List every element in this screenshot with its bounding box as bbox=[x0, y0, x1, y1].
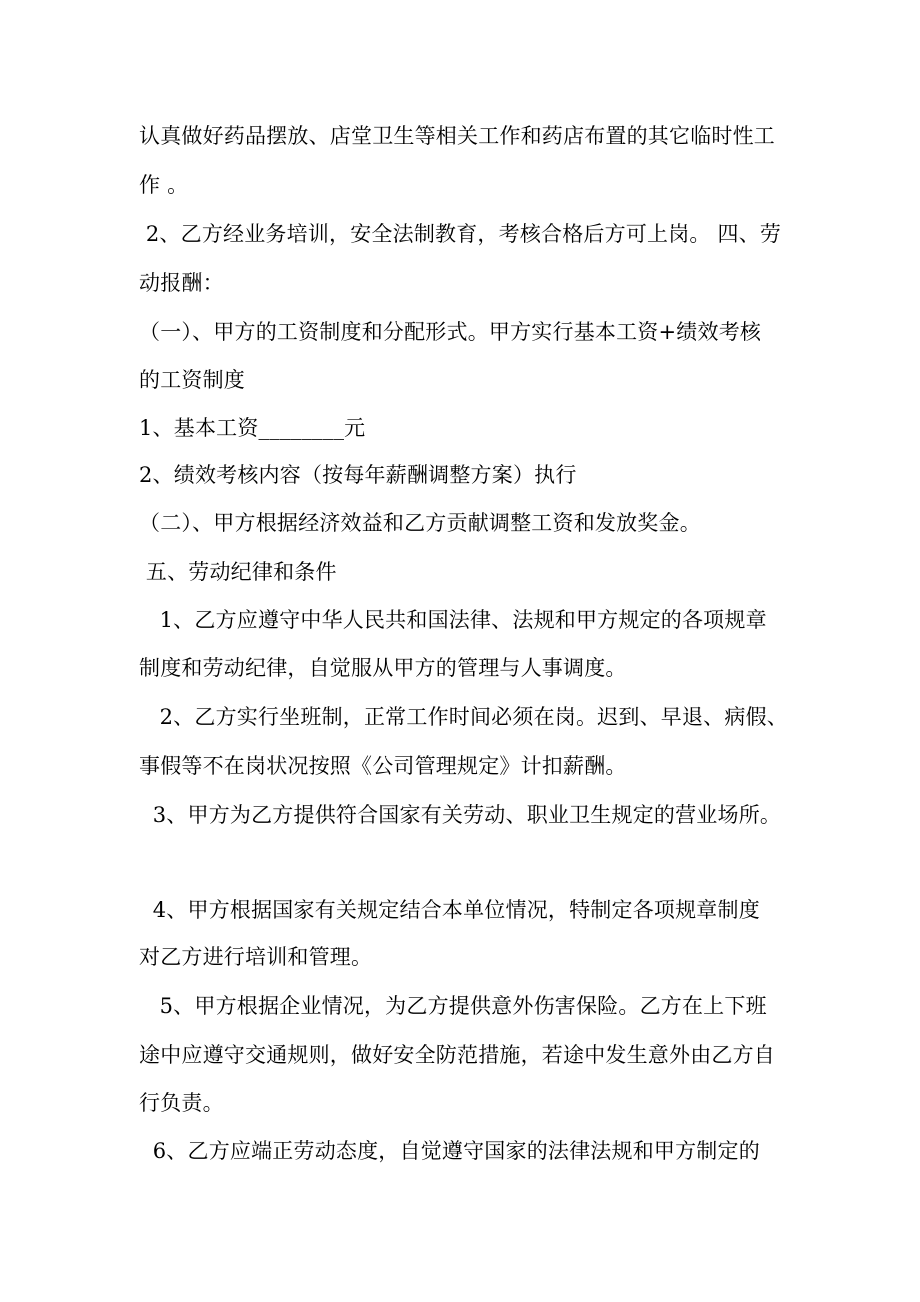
text-line: 认真做好药品摆放、店堂卫生等相关工作和药店布置的其它临时性工 bbox=[139, 124, 775, 148]
text-line: 2、乙方实行坐班制，正常工作时间必须在岗。迟到、早退、病假、 bbox=[139, 705, 788, 729]
text-line: 2、乙方经业务培训，安全法制教育，考核合格后方可上岗。 四、劳 bbox=[139, 222, 782, 246]
text-line: 事假等不在岗状况按照《公司管理规定》计扣薪酬。 bbox=[139, 754, 627, 778]
text-line: 对乙方进行培训和管理。 bbox=[139, 945, 373, 969]
text-line: 2、绩效考核内容（按每年薪酬调整方案）执行 bbox=[139, 463, 577, 487]
text-line: 1、乙方应遵守中华人民共和国法律、法规和甲方规定的各项规章 bbox=[139, 608, 767, 632]
text-line: （二）、甲方根据经济效益和乙方贡献调整工资和发放奖金。 bbox=[139, 511, 701, 535]
text-line: 行负责。 bbox=[139, 1091, 224, 1115]
section-heading: 五、劳动纪律和条件 bbox=[139, 560, 337, 584]
text-line: 6、乙方应端正劳动态度，自觉遵守国家的法律法规和甲方制定的 bbox=[139, 1139, 760, 1163]
text-line: 的工资制度 bbox=[139, 368, 245, 392]
text-line: 途中应遵守交通规则，做好安全防范措施，若途中发生意外由乙方自 bbox=[139, 1043, 775, 1067]
text-line: 4、甲方根据国家有关规定结合本单位情况，特制定各项规章制度 bbox=[139, 898, 760, 922]
text-line: 1、基本工资________元 bbox=[139, 416, 366, 440]
text-line: 动报酬： bbox=[139, 271, 224, 295]
text-line: 作 。 bbox=[139, 173, 189, 197]
text-line: （一）、甲方的工资制度和分配形式。甲方实行基本工资+绩效考核 bbox=[139, 320, 762, 344]
text-line: 制度和劳动纪律，自觉服从甲方的管理与人事调度。 bbox=[139, 656, 627, 680]
text-line: 5、甲方根据企业情况，为乙方提供意外伤害保险。乙方在上下班 bbox=[139, 994, 767, 1018]
text-line: 3、甲方为乙方提供符合国家有关劳动、职业卫生规定的营业场所。 bbox=[139, 803, 782, 827]
